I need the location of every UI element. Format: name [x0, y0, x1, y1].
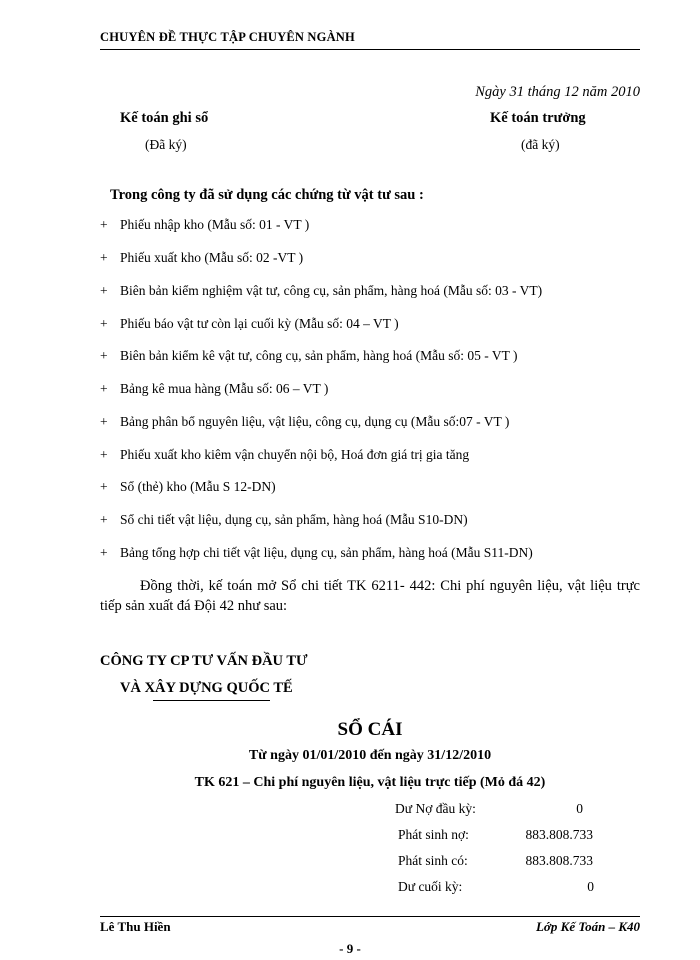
- ledger-period: Từ ngày 01/01/2010 đến ngày 31/12/2010: [248, 748, 492, 763]
- list-item: [100, 414, 509, 430]
- company-name-line2: VÀ XÂY DỰNG QUỐC TẾ: [120, 680, 293, 696]
- list-item: [100, 512, 468, 528]
- signature-right-note: (đã ký): [521, 137, 560, 152]
- list-item-text: Phiếu xuất kho kiêm vận chuyển nội bộ, Hoá đơn giá trị gia tăng: [120, 447, 470, 462]
- bullet: +: [100, 250, 108, 265]
- list-item: [100, 348, 518, 364]
- company-underline: [153, 700, 270, 701]
- summary-label: Dư cuối kỳ:: [398, 879, 463, 894]
- list-item-text: Sổ (thẻ) kho (Mẫu S 12-DN): [120, 479, 276, 494]
- ledger-account: TK 621 – Chi phí nguyên liệu, vật liệu trực tiếp (Mỏ đá 42): [194, 775, 546, 790]
- company-name-line1: CÔNG TY CP TƯ VẤN ĐẦU TƯ: [100, 653, 308, 669]
- list-item-text: Biên bản kiểm kê vật tư, công cụ, sản phẩm, hàng hoá (Mẫu số: 05 - VT ): [120, 348, 518, 363]
- list-item-text: Phiếu báo vật tư còn lại cuối kỳ (Mẫu số: 04 – VT ): [120, 316, 399, 331]
- list-item-text: Bảng tổng hợp chi tiết vật liệu, dụng cụ, sản phẩm, hàng hoá (Mẫu S11-DN): [120, 545, 533, 560]
- list-item: [100, 545, 533, 561]
- signature-right-title: Kế toán trưởng: [490, 110, 586, 126]
- list-item-text: Sổ chi tiết vật liệu, dụng cụ, sản phẩm, hàng hoá (Mẫu S10-DN): [120, 512, 468, 527]
- list-item-text: Biên bản kiểm nghiệm vật tư, công cụ, sản phẩm, hàng hoá (Mẫu số: 03 - VT): [120, 283, 543, 298]
- intro-paragraph: Đồng thời, kế toán mở Sổ chi tiết TK 6211- 442: Chi phí nguyên liệu, vật liệu trực tiếp sản xuất đá Đội 42 như sau:: [100, 578, 640, 614]
- bullet: +: [100, 217, 108, 232]
- list-item: [100, 479, 276, 495]
- summary-value: 883.808.733: [525, 853, 593, 868]
- signature-left-title: Kế toán ghi sổ: [120, 110, 209, 126]
- bullet: +: [100, 545, 108, 560]
- list-item-text: Phiếu nhập kho (Mẫu số: 01 - VT ): [120, 217, 310, 232]
- summary-label: Phát sinh nợ:: [398, 827, 469, 842]
- footer-author: Lê Thu Hiền: [100, 919, 171, 934]
- bullet: +: [100, 316, 108, 331]
- signature-left-note: (Đã ký): [145, 137, 187, 152]
- footer-rule: [100, 916, 640, 917]
- summary-value: 0: [587, 879, 594, 894]
- page-number: - 9 -: [339, 941, 361, 956]
- list-item-text: Phiếu xuất kho (Mẫu số: 02 -VT ): [120, 250, 304, 265]
- bullet: +: [100, 381, 108, 396]
- list-item: [100, 217, 309, 233]
- list-item-text: Bảng kê mua hàng (Mẫu số: 06 – VT ): [120, 381, 329, 396]
- bullet: +: [100, 414, 108, 429]
- date-line: Ngày 31 tháng 12 năm 2010: [475, 84, 640, 100]
- list-item-text: Bảng phân bổ nguyên liệu, vật liệu, công cụ, dụng cụ (Mẫu số:07 - VT ): [120, 414, 510, 429]
- footer-class: Lớp Kế Toán – K40: [535, 919, 640, 934]
- summary-label: Dư Nợ đầu kỳ:: [395, 801, 476, 816]
- summary-label: Phát sinh có:: [398, 853, 468, 868]
- bullet: +: [100, 348, 108, 363]
- ledger-title: SỔ CÁI: [337, 719, 403, 740]
- list-item: [100, 316, 399, 332]
- list-item: [100, 250, 303, 266]
- bullet: +: [100, 512, 108, 527]
- header-rule: [100, 49, 640, 50]
- header-title: CHUYÊN ĐỀ THỰC TẬP CHUYÊN NGÀNH: [100, 30, 355, 44]
- bullet: +: [100, 479, 108, 494]
- list-item: [100, 381, 328, 397]
- list-item: [100, 447, 469, 463]
- summary-value: 0: [576, 801, 583, 816]
- bullet: +: [100, 283, 108, 298]
- list-item: [100, 283, 542, 299]
- documents-intro: Trong công ty đã sử dụng các chứng từ vật tư sau :: [110, 187, 424, 203]
- bullet: +: [100, 447, 108, 462]
- summary-value: 883.808.733: [525, 827, 593, 842]
